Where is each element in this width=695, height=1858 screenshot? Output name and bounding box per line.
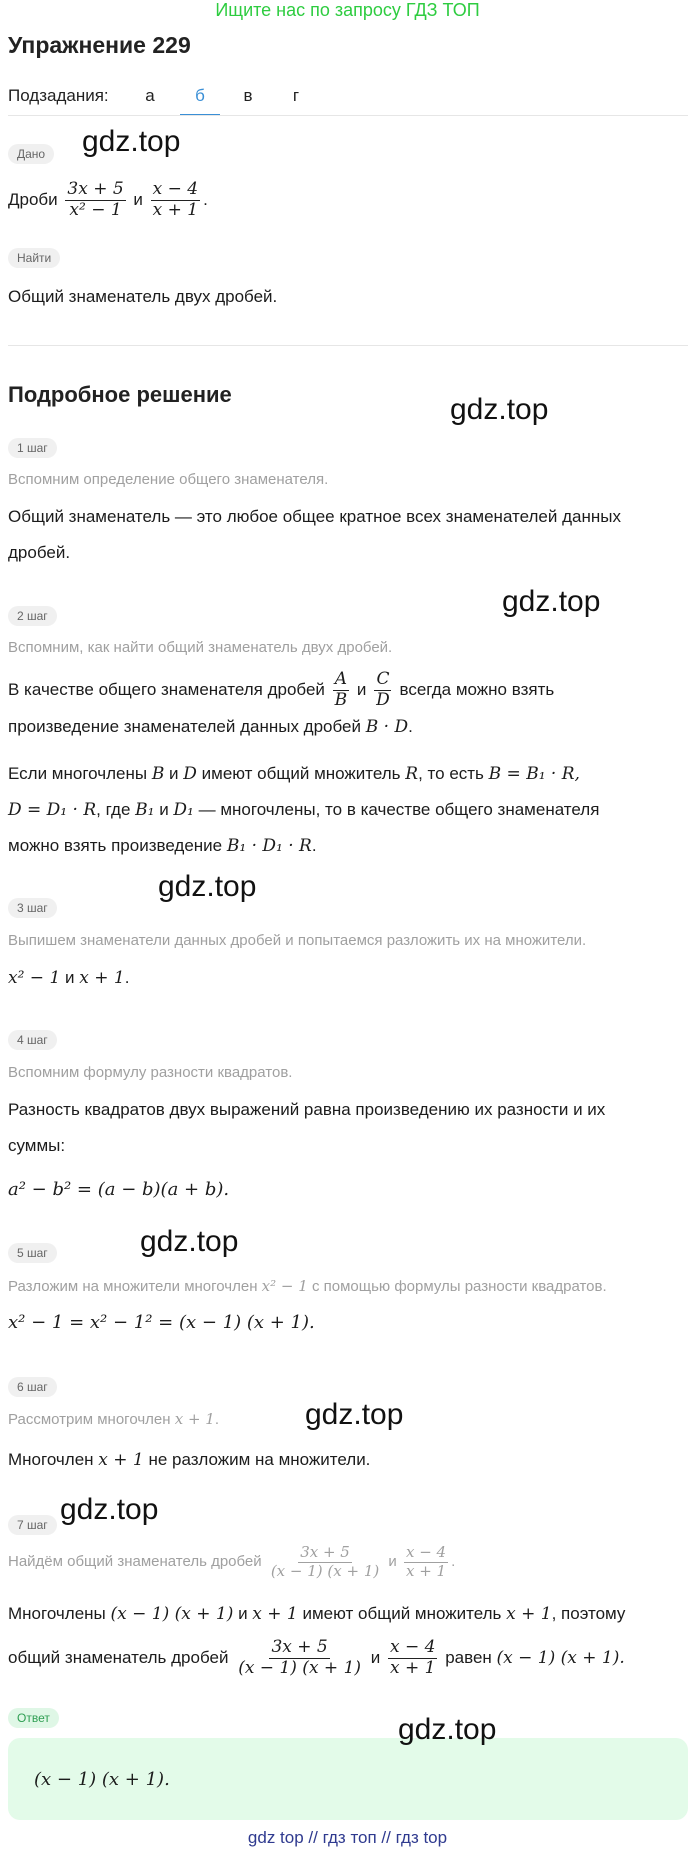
step-6-hint: Рассмотрим многочлен x + 1. [8, 1410, 219, 1428]
step-4-pill: 4 шаг [8, 1030, 57, 1050]
step-7-hint: Найдём общий знаменатель дробей $\frac{3x + 5}{(x - 1) (x + 1)}$ и $\frac{x - 4}{x + 1}$ . [8, 1543, 456, 1580]
step-2-hint: Вспомним, как найти общий знаменатель двух дробей. [8, 639, 393, 656]
step-4-hint: Вспомним формулу разности квадратов. [8, 1064, 293, 1081]
step-7-line-1: Многочлены (x − 1) (x + 1) и x + 1 имеют общий множитель x + 1, поэтому [8, 1604, 626, 1624]
page-title: Упражнение 229 [8, 32, 191, 58]
step-4-line-1: Разность квадратов двух выражений равна произведению их разности и их [8, 1100, 606, 1119]
step-2-line-1: В качестве общего знаменателя дробей $\frac{A}{B}$ и $\frac{C}{D}$ всегда можно взять [8, 669, 555, 711]
step-4-formula: a² − b² = (a − b)(a + b). [8, 1179, 230, 1200]
step-2-para-2-line-2: D = D₁ · R, где B₁ и D₁ — многочлены, то в качестве общего знаменателя [8, 800, 600, 820]
given-fraction-1: $\frac{3x + 5}{\text{x² − 1}}$ [67, 179, 124, 221]
footer-links[interactable]: gdz top // гдз топ // гдз top [247, 1828, 448, 1847]
step-1-line-1: Общий знаменатель — это любое общее кратное всех знаменателей данных [8, 507, 621, 526]
find-text: Общий знаменатель двух дробей. [8, 287, 278, 306]
step-1-line-2: дробей. [8, 543, 71, 562]
divider [8, 115, 688, 116]
step-7-pill: 7 шаг [8, 1515, 57, 1535]
given-fraction-2: $\frac{x - 4}{x + 1}$ [152, 179, 199, 221]
subtasks-label: Подзадания: [8, 86, 109, 105]
tab-g[interactable]: г [292, 86, 300, 105]
step-1-pill: 1 шаг [8, 438, 57, 458]
step-2-line-2: произведение знаменателей данных дробей B · D. [8, 717, 413, 737]
step-5-hint: Разложим на множители многочлен x² − 1 с помощью формулы разности квадратов. [8, 1277, 607, 1295]
step-5-pill: 5 шаг [8, 1243, 57, 1263]
step-2-pill: 2 шаг [8, 606, 57, 626]
answer-value: (x − 1) (x + 1). [34, 1769, 170, 1790]
solution-title: Подробное решение [8, 382, 232, 407]
step-5-formula: x² − 1 = x² − 1² = (x − 1) (x + 1). [8, 1312, 315, 1333]
tab-v[interactable]: в [243, 86, 253, 105]
find-pill: Найти [8, 248, 60, 268]
promo-banner[interactable]: Ищите нас по запросу ГДЗ ТОП [215, 0, 480, 20]
step-3-text: x² − 1 и x + 1. [8, 968, 130, 988]
tab-b[interactable]: б [195, 86, 205, 105]
step-1-hint: Вспомним определение общего знаменателя. [8, 471, 329, 488]
step-3-pill: 3 шаг [8, 898, 57, 918]
watermark: gdz.top [502, 585, 601, 618]
step-2-para-2-line-3: можно взять произведение B₁ · D₁ · R. [8, 836, 317, 856]
step-3-hint: Выпишем знаменатели данных дробей и попытаемся разложить их на множители. [8, 932, 587, 949]
step-6-pill: 6 шаг [8, 1377, 57, 1397]
watermark: gdz.top [60, 1493, 159, 1526]
watermark: gdz.top [398, 1713, 497, 1746]
watermark: gdz.top [82, 125, 181, 158]
watermark: gdz.top [450, 393, 549, 426]
step-7-line-2: общий знаменатель дробей $\frac{3x + 5}{(x - 1) (x + 1)}$ и $\frac{x - 4}{x + 1}$ равен (x − 1) (x + 1). [8, 1637, 625, 1679]
given-text: Дроби $\frac{3x + 5}{\text{x² − 1}}$ и $\frac{x - 4}{x + 1}$ . [8, 179, 208, 221]
step-4-line-2: суммы: [8, 1136, 66, 1155]
step-2-para-2-line-1: Если многочлены B и D имеют общий множитель R, то есть B = B₁ · R, [8, 764, 580, 784]
tab-a[interactable]: а [145, 86, 155, 105]
watermark: gdz.top [305, 1398, 404, 1431]
answer-pill: Ответ [8, 1708, 59, 1728]
given-pill: Дано [8, 144, 54, 164]
divider [8, 345, 688, 346]
watermark: gdz.top [158, 870, 257, 903]
step-6-text: Многочлен x + 1 не разложим на множители. [8, 1450, 371, 1470]
watermark: gdz.top [140, 1225, 239, 1258]
